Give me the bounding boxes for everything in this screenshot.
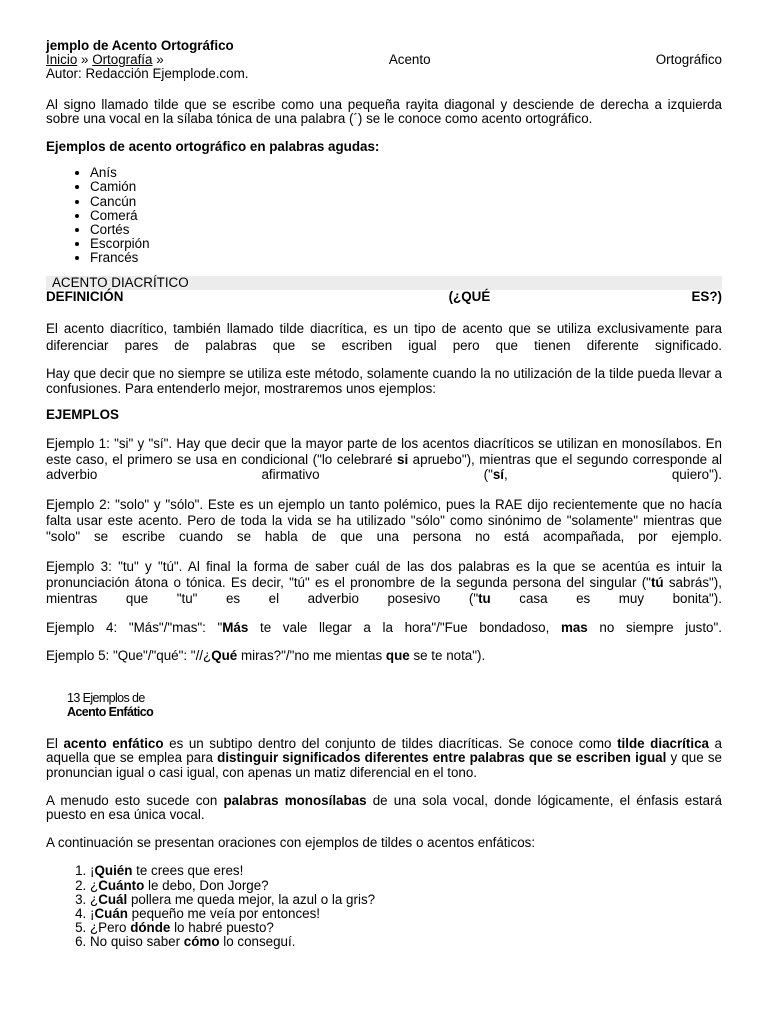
list-item: • Francés bbox=[90, 251, 722, 265]
list-item: • Escorpión bbox=[90, 237, 722, 251]
intro-paragraph: Al signo llamado tilde que se escribe como una pequeña rayita diagonal y desciende de derecha a izquierda sobre una vocal en la sílaba tónica de una palabra (´) se le conoce como acento ortográfico. bbox=[46, 96, 722, 126]
author-line: Autor: Redacción Ejemplode.com. bbox=[46, 66, 249, 82]
definition-heading: DEFINICIÓN (¿QUÉ ES?) bbox=[46, 288, 722, 304]
ejemplos-heading: EJEMPLOS bbox=[46, 407, 119, 423]
breadcrumb-word-1: Acento bbox=[388, 52, 431, 68]
enfatico-heading-line-1: 13 Ejemplos de bbox=[67, 691, 145, 706]
list-item: 5. ¿Pero dónde lo habré puesto? bbox=[90, 921, 722, 935]
example-4: Ejemplo 4: "Más"/"mas": "Más te vale llegar a la hora"/"Fue bondadoso, mas no siempre justo". bbox=[46, 619, 722, 635]
breadcrumb-links: Inicio » Ortografía » bbox=[46, 52, 164, 68]
enfatico-list bbox=[46, 864, 722, 949]
list-item: 3. ¿Cuál pollera me queda mejor, la azul o la gris? bbox=[90, 893, 722, 907]
document-page bbox=[46, 0, 722, 950]
section-bar-diacritico: ACENTO DIACRÍTICO bbox=[46, 276, 722, 290]
list-item: • Cancún bbox=[90, 195, 722, 209]
enfatico-paragraph-3: A continuación se presentan oraciones con ejemplos de tildes o acentos enfáticos: bbox=[46, 835, 536, 851]
example-1: Ejemplo 1: "si" y "sí". Hay que decir que la mayor parte de los acentos diacríticos se utilizan en monosílabos. En este caso, el primero se usa en condicional ("lo celebraré si apruebo"), mientras que el segundo corresponde al adverbio afirmativo ("sí, quiero"). bbox=[46, 436, 722, 483]
list-item: 6. No quiso saber cómo lo conseguí. bbox=[90, 935, 722, 949]
list-item: • Cortés bbox=[90, 223, 722, 237]
list-item: • Camión bbox=[90, 180, 722, 194]
example-3: Ejemplo 3: "tu" y "tú". Al final la forma de saber cuál de las dos palabras es la que se acentúa es intuir la pronunciación átona o tónica. Es decir, "tú" es el pronombre de la segunda persona del singular ("tú sabrás"), mientras que "tu" es el adverbio posesivo ("tu casa es muy bonita"). bbox=[46, 558, 722, 606]
list-item: 2. ¿Cuánto le debo, Don Jorge? bbox=[90, 879, 722, 893]
list-item: • Anís bbox=[90, 166, 722, 180]
enfatico-heading-line-2: Acento Enfático bbox=[67, 705, 154, 720]
enfatico-paragraph-1: El acento enfático es un subtipo dentro del conjunto de tildes diacríticas. Se conoce como tilde diacrítica a aquella que se emplea para distinguir significados diferentes entre palabras que se escriben igual y que se pronuncian igual o casi igual, con apenas un matiz diferencial en el tono. bbox=[46, 736, 722, 780]
breadcrumb-word-2: Ortográfico bbox=[655, 52, 722, 68]
agudas-heading: Ejemplos de acento ortográfico en palabras agudas: bbox=[46, 139, 380, 155]
breadcrumb-section-link[interactable]: Ortografía bbox=[92, 52, 153, 68]
list-item: • Comerá bbox=[90, 209, 722, 223]
example-5: Ejemplo 5: "Que"/"qué": "//¿Qué miras?"/"no me mientas que se te nota"). bbox=[46, 647, 486, 663]
page-title: jemplo de Acento Ortográfico bbox=[46, 38, 234, 53]
example-2: Ejemplo 2: "solo" y "sólo". Este es un ejemplo un tanto polémico, pues la RAE dijo recientemente que no hacía falta usar este acento. Pero de toda la vida se ha utilizado "sólo" como sinónimo de "solamente" mientras que "solo" se escribe cuando se habla de que una persona no está acompañada, por ejemplo. bbox=[46, 496, 722, 544]
diacritico-paragraph-2: Hay que decir que no siempre se utiliza este método, solamente cuando la no utilización de la tilde pueda llevar a confusiones. Para entenderlo mejor, mostraremos unos ejemplos: bbox=[46, 366, 722, 397]
diacritico-paragraph-1: El acento diacrítico, también llamado tilde diacrítica, es un tipo de acento que se utiliza exclusivamente para diferenciar pares de palabras que se escriben igual pero que tienen diferente significado. bbox=[46, 321, 722, 354]
list-item: 1. ¡Quién te crees que eres! bbox=[90, 864, 722, 878]
agudas-list bbox=[46, 166, 722, 265]
breadcrumb-home-link[interactable]: Inicio bbox=[46, 52, 78, 68]
enfatico-paragraph-2: A menudo esto sucede con palabras monosílabas de una sola vocal, donde lógicamente, el énfasis estará puesto en esa única vocal. bbox=[46, 792, 723, 822]
breadcrumb bbox=[46, 53, 722, 67]
list-item: 4. ¡Cuán pequeño me veía por entonces! bbox=[90, 907, 722, 921]
